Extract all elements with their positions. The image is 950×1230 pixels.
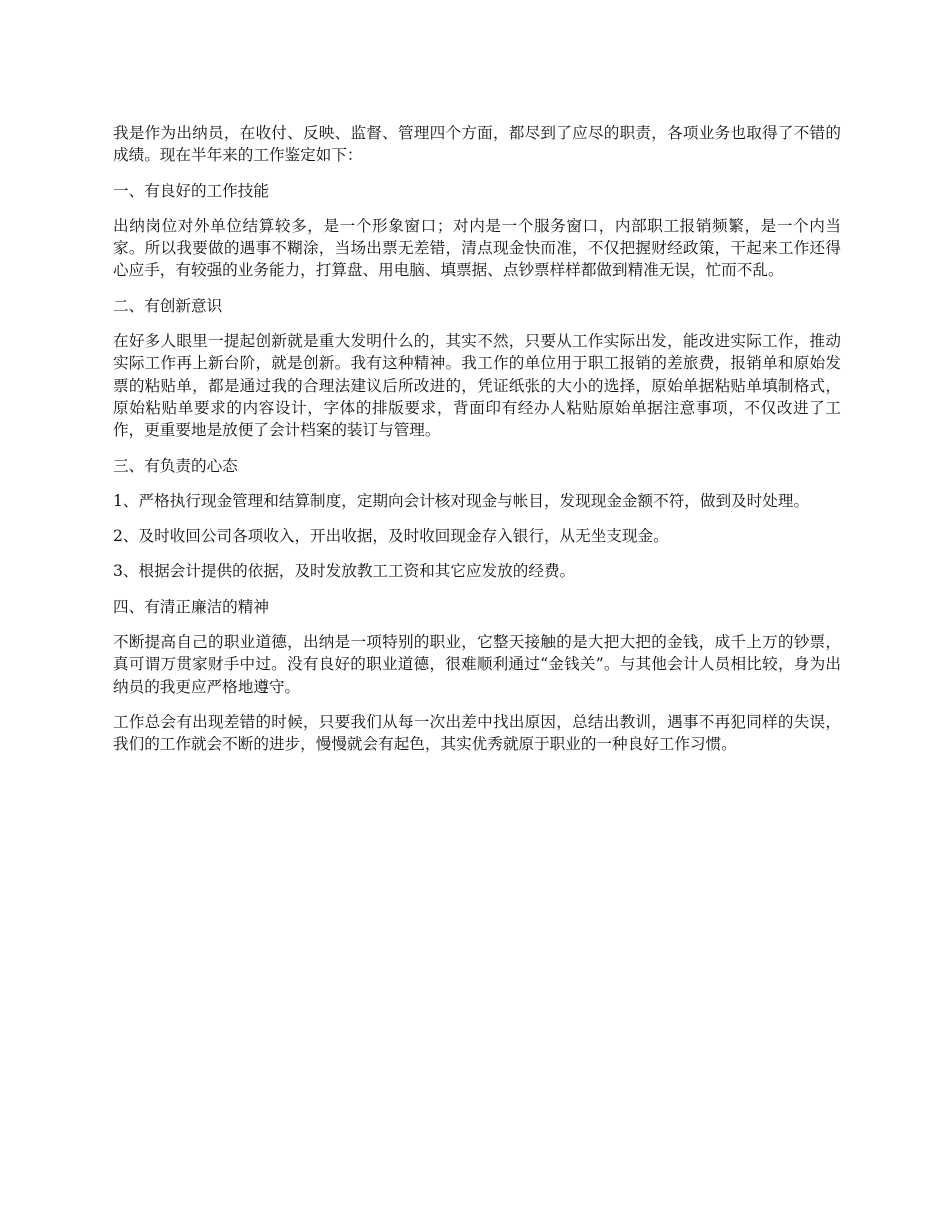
intro-paragraph: 我是作为出纳员，在收付、反映、监督、管理四个方面，都尽到了应尽的职责，各项业务也取得了不错的成绩。现在半年来的工作鉴定如下： [113, 124, 841, 165]
section-body-innovation: 在好多人眼里一提起创新就是重大发明什么的，其实不然，只要从工作实际出发，能改进实际工作，推动实际工作再上新台阶，就是创新。我有这种精神。我工作的单位用于职工报销的差旅费，报销单和原始发票的粘贴单，都是通过我的合理法建议后所改进的，凭证纸张的大小的选择，原始单据粘贴单填制格式，原始粘贴单要求的内容设计，字体的排版要求，背面印有经办人粘贴原始单据注意事项，不仅改进了工作，更重要地是放便了会计档案的装订与管理。 [113, 332, 841, 440]
section-body-integrity: 不断提高自己的职业道德，出纳是一项特别的职业，它整天接触的是大把大把的金钱，成千上万的钞票，真可谓万贯家财手中过。没有良好的职业道德，很难顺利通过“金钱关”。与其他会计人员相比较，身为出纳员的我更应严格地遵守。 [113, 633, 841, 696]
section-heading-skills: 一、有良好的工作技能 [113, 181, 269, 200]
document-page [113, 122, 841, 769]
section-heading-innovation: 二、有创新意识 [113, 296, 223, 315]
conclusion-paragraph: 工作总会有出现差错的时候，只要我们从每一次出差中找出原因，总结出教训，遇事不再犯同样的失误，我们的工作就会不断的进步，慢慢就会有起色，其实优秀就原于职业的一种良好工作习惯。 [113, 712, 841, 754]
section-heading-responsibility: 三、有负责的心态 [113, 456, 238, 475]
responsibility-item-2: 2、及时收回公司各项收入，开出收据，及时收回现金存入银行，从无坐支现金。 [113, 527, 669, 546]
responsibility-item-1: 1、严格执行现金管理和结算制度，定期向会计核对现金与帐目，发现现金金额不符，做到及时处理。 [113, 491, 810, 510]
section-heading-integrity: 四、有清正廉洁的精神 [113, 597, 269, 616]
section-body-skills: 出纳岗位对外单位结算较多，是一个形象窗口；对内是一个服务窗口，内部职工报销频繁，是一个内当家。所以我要做的遇事不糊涂，当场出票无差错，清点现金快而准，不仅把握财经政策，干起来工作还得心应手，有较强的业务能力，打算盘、用电脑、填票据、点钞票样样都做到精准无误，忙而不乱。 [113, 216, 841, 280]
responsibility-item-3: 3、根据会计提供的依据，及时发放教工工资和其它应发放的经费。 [113, 562, 576, 581]
